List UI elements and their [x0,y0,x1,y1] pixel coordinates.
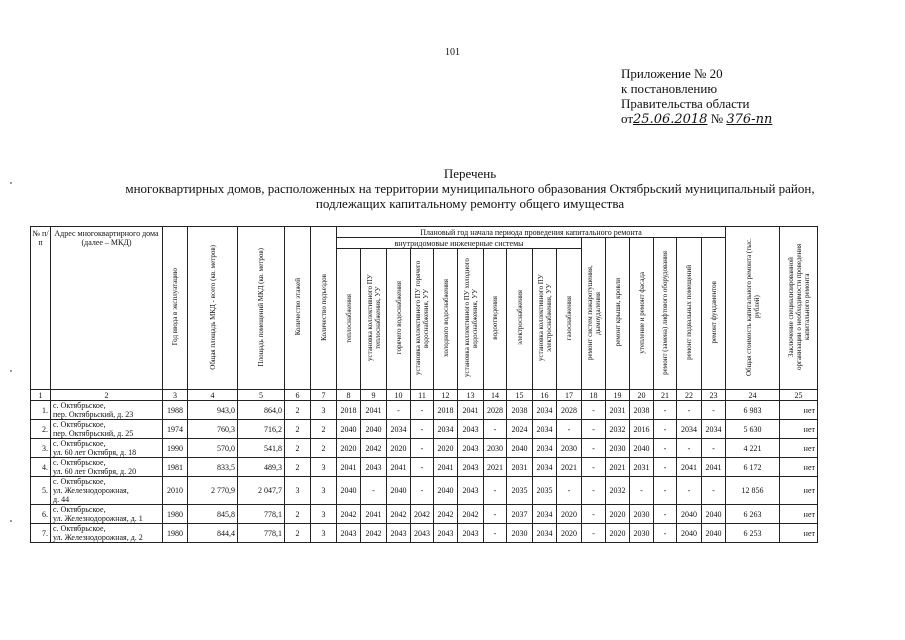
table-row [31,524,818,543]
cell-c13: 2043 [458,439,484,458]
cell-c8: 2043 [337,524,361,543]
cell-c19: 2020 [606,505,630,524]
cell-year: 1980 [163,524,188,543]
cell-c10: 2040 [387,477,411,505]
cell-floors: 2 [285,505,311,524]
address-line: с. Октябрьское, [53,524,106,533]
address-cell [51,439,163,458]
title-line-3: подлежащих капитальному ремонту общего имущества [315,196,625,211]
cell-c20: 2038 [630,401,654,420]
column-number: 7 [311,390,337,401]
cell-year: 2010 [163,477,188,505]
scan-mark [10,182,12,184]
address-cell [51,524,163,543]
cell-ent: 2 [311,420,337,439]
header-c22: ремонт подвальных помещений [677,238,702,390]
header-planned-group: Плановый год начала периода проведения капитального ремонта [337,227,726,238]
column-number: 17 [557,390,582,401]
cell-prem: 489,3 [238,458,285,477]
cell-c24: 12 856 [726,477,780,505]
cell-c15: 2035 [507,477,533,505]
cell-c22: 2041 [677,458,702,477]
cell-c14: 2028 [484,401,507,420]
cell-c20: - [630,477,654,505]
column-number: 21 [654,390,677,401]
appendix-from: от [621,111,634,126]
cell-c12: 2020 [434,439,458,458]
cell-c10: 2034 [387,420,411,439]
header-c23: ремонт фундаментов [702,238,726,390]
cell-c10: - [387,401,411,420]
cell-c13: 2041 [458,401,484,420]
cell-floors: 2 [285,401,311,420]
cell-c21: - [654,505,677,524]
column-number: 24 [726,390,780,401]
cell-no: 7. [31,524,51,543]
header-c11: установка коллективного ПУ горячего водоснабжения, УУ [411,249,434,390]
cell-c19: 2032 [606,420,630,439]
header-c20: утепление и ремонт фасада [630,238,654,390]
column-number: 5 [238,390,285,401]
cell-c18: - [582,458,606,477]
cell-c14: 2021 [484,458,507,477]
cell-ent: 3 [311,458,337,477]
cell-prem: 864,0 [238,401,285,420]
header-total-cost: Общая стоимость капитального ремонта (тыс. рублей) [726,227,780,390]
cell-prem: 716,2 [238,420,285,439]
cell-c21: - [654,439,677,458]
cell-c13: 2042 [458,505,484,524]
cell-floors: 2 [285,439,311,458]
cell-total: 833,5 [188,458,238,477]
cell-c25: нет [780,477,818,505]
header-entrances: Количество подъездов [311,227,337,390]
cell-c11: - [411,439,434,458]
cell-c19: 2021 [606,458,630,477]
cell-c19: 2031 [606,401,630,420]
appendix-line-1: Приложение № 20 [621,66,723,81]
cell-c15: 2024 [507,420,533,439]
header-c12: холодного водоснабжения [434,249,458,390]
header-internal-systems: внутридомовые инженерные системы [337,238,582,249]
cell-c14: 2030 [484,439,507,458]
cell-c14: - [484,505,507,524]
cell-c25: нет [780,524,818,543]
cell-c18: - [582,420,606,439]
cell-c18: - [582,524,606,543]
cell-c8: 2040 [337,477,361,505]
cell-c21: - [654,458,677,477]
cell-c23: 2040 [702,505,726,524]
address-line: ул. Железнодорожная, [53,486,129,495]
cell-c10: 2020 [387,439,411,458]
document-title [40,166,900,211]
address-line: ул. Железнодорожная, д. 1 [53,514,143,523]
cell-ent: 3 [311,505,337,524]
cell-total: 570,0 [188,439,238,458]
appendix-line-3: Правительства области [621,96,750,111]
header-year-built: Год ввода в эксплуатацию [163,227,188,390]
cell-c13: 2043 [458,477,484,505]
header-c8: теплоснабжения [337,249,361,390]
cell-ent: 2 [311,439,337,458]
header-c19: ремонт крыши, кровли [606,238,630,390]
address-line: с. Октябрьское, [53,439,106,448]
cell-c14: - [484,477,507,505]
cell-ent: 3 [311,477,337,505]
cell-c18: - [582,505,606,524]
address-line: пер. Октябрьский, д. 25 [53,429,134,438]
cell-no: 5. [31,477,51,505]
column-number: 20 [630,390,654,401]
cell-c25: нет [780,458,818,477]
cell-c8: 2018 [337,401,361,420]
cell-c11: 2042 [411,505,434,524]
cell-c14: - [484,420,507,439]
cell-floors: 2 [285,458,311,477]
cell-c20: 2030 [630,524,654,543]
cell-c9: 2040 [361,420,387,439]
buildings-table [30,226,818,543]
cell-c25: нет [780,401,818,420]
cell-c17: 2021 [557,458,582,477]
address-line: д. 44 [53,495,70,504]
column-number: 12 [434,390,458,401]
column-number: 18 [582,390,606,401]
cell-year: 1990 [163,439,188,458]
table-row [31,401,818,420]
cell-c25: нет [780,420,818,439]
address-line: с. Октябрьское, [53,401,106,410]
header-no: № п/п [31,227,51,390]
scan-mark [10,520,12,522]
cell-c24: 6 253 [726,524,780,543]
cell-c23: - [702,401,726,420]
cell-c22: - [677,439,702,458]
address-line: с. Октябрьское, [53,505,106,514]
address-line: пер. Октябрьский, д. 23 [53,410,134,419]
column-number: 11 [411,390,434,401]
cell-c16: 2034 [533,401,557,420]
address-line: ул. Железнодорожная, д. 2 [53,533,143,542]
cell-c17: 2028 [557,401,582,420]
cell-c17: - [557,420,582,439]
cell-c18: - [582,401,606,420]
cell-floors: 2 [285,524,311,543]
appendix-no-label: № [710,111,724,126]
address-cell [51,477,163,505]
cell-total: 845,8 [188,505,238,524]
cell-c16: 2034 [533,524,557,543]
cell-c12: 2018 [434,401,458,420]
cell-c23: 2034 [702,420,726,439]
address-line: ул. 60 лет Октября, д. 18 [53,448,137,457]
cell-total: 760,3 [188,420,238,439]
cell-no: 1. [31,401,51,420]
cell-no: 2. [31,420,51,439]
header-c9: установка коллективного ПУ теплоснабжения, УУ [361,249,387,390]
cell-c15: 2040 [507,439,533,458]
cell-year: 1974 [163,420,188,439]
cell-ent: 3 [311,524,337,543]
column-number: 14 [484,390,507,401]
cell-c24: 6 172 [726,458,780,477]
cell-c12: 2043 [434,524,458,543]
scan-mark [10,370,12,372]
cell-c24: 6 983 [726,401,780,420]
title-line-1: Перечень [443,166,497,181]
cell-c14: - [484,524,507,543]
cell-ent: 3 [311,401,337,420]
cell-c16: 2035 [533,477,557,505]
cell-c8: 2040 [337,420,361,439]
cell-no: 6. [31,505,51,524]
cell-c9: 2042 [361,524,387,543]
cell-no: 4. [31,458,51,477]
header-c16: установка коллективного ПУ электроснабжения, УУ [533,249,557,390]
cell-c17: 2020 [557,505,582,524]
header-premises-area: Площадь помещений МКД (кв. метров) [238,227,285,390]
appendix-block [621,66,772,127]
cell-c22: 2040 [677,524,702,543]
cell-c16: 2034 [533,505,557,524]
cell-c19: 2020 [606,524,630,543]
cell-c24: 4 221 [726,439,780,458]
cell-c22: - [677,477,702,505]
cell-c11: - [411,458,434,477]
column-number-row [31,390,818,401]
cell-c12: 2042 [434,505,458,524]
column-number: 6 [285,390,311,401]
cell-c9: 2041 [361,401,387,420]
cell-c10: 2043 [387,524,411,543]
table-row [31,477,818,505]
cell-c15: 2031 [507,458,533,477]
column-number: 15 [507,390,533,401]
cell-year: 1980 [163,505,188,524]
cell-c8: 2041 [337,458,361,477]
address-line: с. Октябрьское, [53,420,106,429]
cell-c12: 2034 [434,420,458,439]
cell-year: 1988 [163,401,188,420]
cell-no: 3. [31,439,51,458]
address-cell [51,420,163,439]
header-c21: ремонт (замена) лифтового оборудования [654,238,677,390]
cell-year: 1981 [163,458,188,477]
cell-prem: 778,1 [238,505,285,524]
cell-c16: 2034 [533,420,557,439]
cell-c11: - [411,477,434,505]
cell-c16: 2034 [533,458,557,477]
cell-c25: нет [780,505,818,524]
cell-c15: 2037 [507,505,533,524]
cell-c9: 2042 [361,439,387,458]
cell-c11: - [411,401,434,420]
cell-c9: 2043 [361,458,387,477]
column-number: 13 [458,390,484,401]
column-number: 2 [51,390,163,401]
cell-c10: 2041 [387,458,411,477]
cell-c22: - [677,401,702,420]
cell-prem: 778,1 [238,524,285,543]
cell-total: 844,4 [188,524,238,543]
cell-c20: 2040 [630,439,654,458]
cell-c8: 2042 [337,505,361,524]
header-c10: горячего водоснабжения [387,249,411,390]
cell-c23: - [702,477,726,505]
cell-c23: - [702,439,726,458]
cell-prem: 541,8 [238,439,285,458]
cell-c17: 2030 [557,439,582,458]
column-number: 22 [677,390,702,401]
table-row [31,458,818,477]
column-number: 9 [361,390,387,401]
address-cell [51,458,163,477]
cell-c12: 2041 [434,458,458,477]
address-line: с. Октябрьское, [53,477,106,486]
table-row [31,505,818,524]
cell-c22: 2040 [677,505,702,524]
header-c17: газоснабжения [557,249,582,390]
table-row [31,439,818,458]
cell-c8: 2020 [337,439,361,458]
column-number: 16 [533,390,557,401]
header-floors: Количество этажей [285,227,311,390]
appendix-line-2: к постановлению [621,81,718,96]
cell-c21: - [654,420,677,439]
cell-c15: 2038 [507,401,533,420]
cell-c12: 2040 [434,477,458,505]
cell-c25: нет [780,439,818,458]
header-c13: установка коллективного ПУ холодного водоснабжения, УУ [458,249,484,390]
column-number: 3 [163,390,188,401]
address-cell [51,401,163,420]
page-number: 101 [445,47,460,58]
cell-total: 943,0 [188,401,238,420]
cell-c20: 2030 [630,505,654,524]
cell-total: 2 770,9 [188,477,238,505]
header-address: Адрес многоквартирного дома (далее – МКД) [51,227,163,390]
buildings-table-wrap [30,226,818,543]
cell-c13: 2043 [458,420,484,439]
cell-c21: - [654,477,677,505]
cell-c9: 2041 [361,505,387,524]
column-number: 23 [702,390,726,401]
cell-c17: 2020 [557,524,582,543]
header-total-area: Общая площадь МКД - всего (кв. метров) [188,227,238,390]
column-number: 25 [780,390,818,401]
column-number: 8 [337,390,361,401]
cell-c10: 2042 [387,505,411,524]
appendix-line-4 [621,111,772,127]
cell-prem: 2 047,7 [238,477,285,505]
cell-c21: - [654,524,677,543]
address-cell [51,505,163,524]
cell-c11: 2043 [411,524,434,543]
resolution-number: 376-пп [726,112,773,127]
table-row [31,420,818,439]
cell-c20: 2031 [630,458,654,477]
cell-c16: 2034 [533,439,557,458]
cell-c24: 5 630 [726,420,780,439]
cell-c17: - [557,477,582,505]
cell-floors: 3 [285,477,311,505]
header-conclusion: Заключение специализированной организации о необходимости проведения капитального ремонта [780,227,818,390]
column-number: 10 [387,390,411,401]
header-c15: электроснабжения [507,249,533,390]
header-c18: ремонт систем пожаротушения, дымоудаления [582,238,606,390]
cell-c13: 2043 [458,524,484,543]
resolution-date: 25.06.2018 [633,112,708,127]
cell-c19: 2032 [606,477,630,505]
column-number: 19 [606,390,630,401]
column-number: 1 [31,390,51,401]
column-number: 4 [188,390,238,401]
cell-c24: 6 263 [726,505,780,524]
address-line: ул. 60 лет Октября, д. 20 [53,467,137,476]
title-line-2: многоквартирных домов, расположенных на территории муниципального образования Октябрьский муниципальный район, [125,181,815,196]
cell-c13: 2043 [458,458,484,477]
header-c14: водоотведения [484,249,507,390]
cell-c20: 2016 [630,420,654,439]
cell-c11: - [411,420,434,439]
cell-c19: 2030 [606,439,630,458]
cell-c23: 2041 [702,458,726,477]
cell-c23: 2040 [702,524,726,543]
cell-c15: 2030 [507,524,533,543]
cell-c18: - [582,439,606,458]
cell-floors: 2 [285,420,311,439]
cell-c18: - [582,477,606,505]
cell-c9: - [361,477,387,505]
cell-c21: - [654,401,677,420]
address-line: с. Октябрьское, [53,458,106,467]
cell-c22: 2034 [677,420,702,439]
